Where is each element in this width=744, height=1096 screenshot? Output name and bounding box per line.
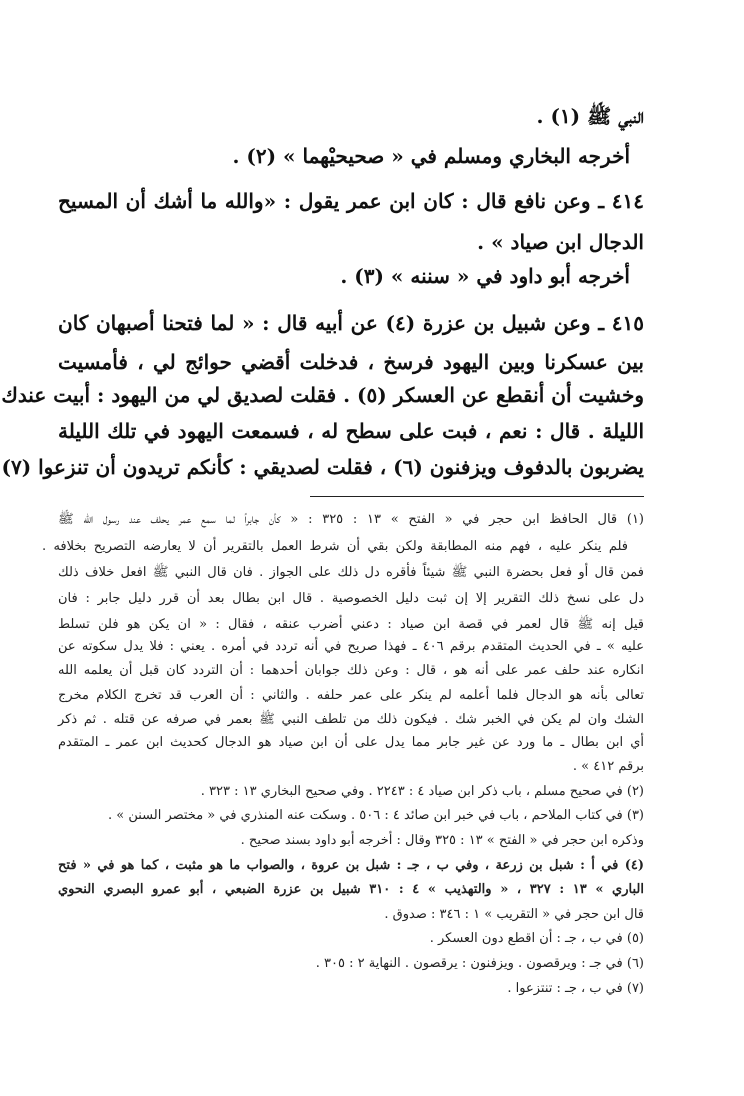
footnote-7: (٧) في ب ، جـ : تنتزعوا . xyxy=(507,981,644,996)
footnote-line: عليه » ـ في الحديث المتقدم برقم ٤٠٦ ـ فهذا صريح في أنه تردد في أمره . يعني : فلا يدل سكوته عن xyxy=(58,639,644,654)
footnote-line: الشك وان لم يكن في الخبر شك . فيكون ذلك من تلطف النبي ﷺ بعمر في صرفه عن قتله . ثم ذكر xyxy=(58,712,644,727)
footnote-line: وذكره ابن حجر في « الفتح » ١٣ : ٣٢٥ وقال : أخرجه أبو داود بسند صحيح . xyxy=(240,833,644,848)
footnote-1: (١) قال الحافظ ابن حجر في « الفتح » ١٣ : ٣٢٥ : « كأن جابراً لما سمع عمر يحلف عند رسول الله ﷺ xyxy=(58,512,644,527)
footnote-4: (٤) في أ : شبل بن زرعة ، وفي ب ، جـ : شبل بن عروة ، والصواب ما هو مثبت ، كما هو في « فتح xyxy=(58,858,644,873)
body-line: النبي ﷺ (١) . xyxy=(536,104,644,128)
footnote-line: الباري » ١٣ : ٣٢٧ ، « والتهذيب » ٤ : ٣١٠ شبيل بن عزرة الضبعي ، أبو عمرو البصري النحوي xyxy=(58,882,644,897)
hadith-414: ٤١٤ ـ وعن نافع قال : كان ابن عمر يقول : «والله ما أشك أن المسيح xyxy=(58,189,644,213)
footnote-line: تعالى بأنه هو الدجال فلما أعلمه لم ينكر على عمر حلفه . والثاني : أن العرب قد تخرج الكلام مخرج xyxy=(58,688,644,703)
footnote-6: (٦) في جـ : ويرقصون . ويزفنون : يرقصون . النهاية ٢ : ٣٠٥ . xyxy=(315,956,644,971)
footnote-divider xyxy=(310,496,644,497)
footnote-2: (٢) في صحيح مسلم ، باب ذكر ابن صياد ٤ : ٢٢٤٣ . وفي صحيح البخاري ١٣ : ٣٢٣ . xyxy=(200,784,644,799)
footnote-line: فمن قال أو فعل بحضرة النبي ﷺ شيئاً فأقره دل ذلك على الجواز . فان قال النبي ﷺ افعل خلاف ذلك xyxy=(58,565,644,580)
footnote-line: قال ابن حجر في « التقريب » ١ : ٣٤٦ : صدوق . xyxy=(384,907,644,922)
footnote-line: أي ابن بطال ـ ما ورد عن غير جابر مما يدل على أن ابن صياد هو الدجال كحديث ابن عمر ـ المتقدم xyxy=(58,735,644,750)
footnote-line: فلم ينكر عليه ، فهم منه المطابقة ولكن بقي أن شرط العمل بالتقرير أن لا يعارضه التصريح بخلافه . xyxy=(42,539,628,554)
footnote-line: دل على نسخ ذلك التقرير إلا إن ثبت دليل الخصوصية . قال ابن بطال بعد أن قرر دليل جابر : فان xyxy=(58,591,644,606)
body-line: أخرجه أبو داود في « سننه » (٣) . xyxy=(340,264,630,288)
footnote-line: برقم ٤١٢ » . xyxy=(572,759,644,774)
body-line: أخرجه البخاري ومسلم في « صحيحيْهما » (٢) . xyxy=(232,144,630,168)
footnote-3: (٣) في كتاب الملاحم ، باب في خبر ابن صائد ٤ : ٥٠٦ . وسكت عنه المنذري في « مختصر السنن » . xyxy=(107,808,644,823)
body-line: وخشيت أن أنقطع عن العسكر (٥) . فقلت لصديق لي من اليهود : أبيت عندك xyxy=(1,383,644,407)
body-line: بين عسكرنا وبين اليهود فرسخ ، فدخلت أقضي حوائج لي ، فأمسيت xyxy=(58,350,644,374)
footnote-5: (٥) في ب ، جـ : أن اقطع دون العسكر . xyxy=(429,931,644,946)
footnote-line: قيل إنه ﷺ قال لعمر في قصة ابن صياد : دعني أضرب عنقه ، فقال : « ان يكن هو فلن تسلط xyxy=(58,617,644,632)
footnote-line: انكاره عند حلف عمر على أنه هو ، قال : وعن ذلك جوابان أحدهما : أن التردد كان قبل أن يعلمه الله xyxy=(58,663,644,678)
body-line: الدجال ابن صياد » . xyxy=(477,230,644,254)
body-line: يضربون بالدفوف ويزفنون (٦) ، فقلت لصديقي : كأنكم تريدون أن تنزعوا (٧) xyxy=(1,455,644,479)
body-line: الليلة . قال : نعم ، فبت على سطح له ، فسمعت اليهود في تلك الليلة xyxy=(58,419,644,443)
hadith-415: ٤١٥ ـ وعن شبيل بن عزرة (٤) عن أبيه قال : « لما فتحنا أصبهان كان xyxy=(58,311,644,335)
